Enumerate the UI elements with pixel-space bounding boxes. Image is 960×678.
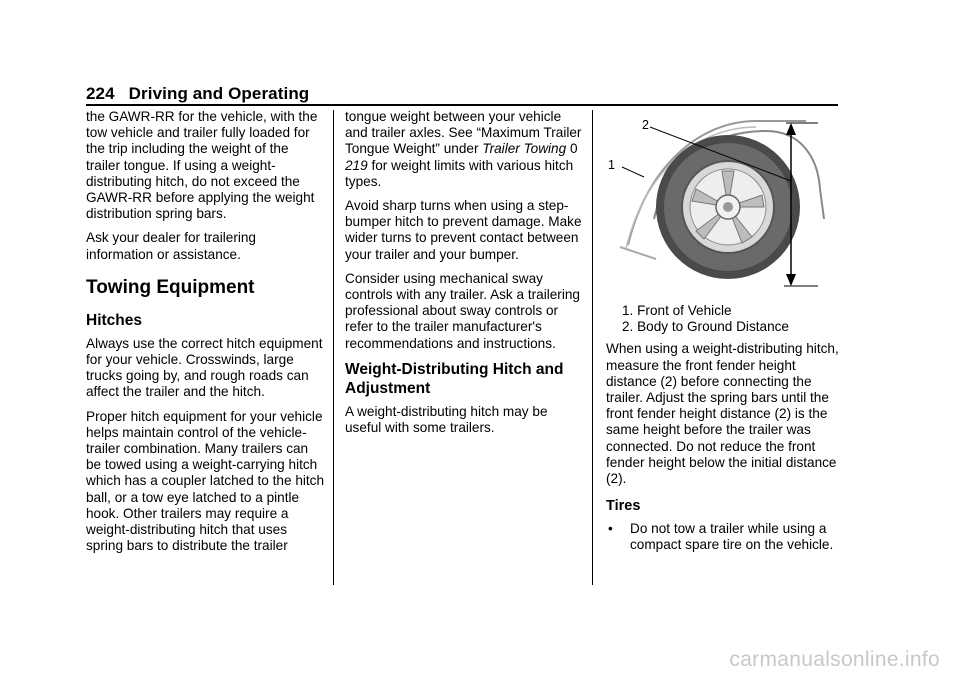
list-item-text: Do not tow a trailer while using a compact spare tire on the vehicle. (630, 521, 834, 553)
page-header (86, 84, 309, 104)
subsection-title-weight-distributing-hitch: Weight-Distributing Hitch and Adjustment (345, 360, 564, 397)
bullet-icon: • (608, 521, 613, 537)
figure-callout-2: 2 (642, 118, 649, 132)
paragraph: When using a weight-distributing hitch, measure the front fender height distance (2) before connecting the trailer. Adjust the spring bars until the front fender height distance (2) is the same height before the trailer was connected. Do not reduce the front fender height below the initial distance (2). (606, 341, 839, 487)
list-item (606, 521, 842, 553)
subsection-title-tires: Tires (606, 498, 641, 515)
paragraph: A weight-distributing hitch may be useful with some trailers. (345, 403, 548, 436)
paragraph (345, 109, 585, 190)
section-title: Towing Equipment (86, 276, 255, 298)
header-rule (86, 104, 838, 106)
caption-item: 1. Front of Vehicle (622, 303, 732, 318)
section-header-title: Driving and Operating (128, 84, 310, 103)
page-ref-icon: 0 (569, 141, 578, 157)
paragraph-text: tongue weight between your vehicle and trailer axles. See “Maximum Trailer Tongue Weight” under (345, 109, 582, 157)
figure-captions (606, 303, 842, 335)
paragraph: Consider using mechanical sway controls with any trailer. Ask a trailering professional about sway controls or refer to the trailer manufacturer's recommendations and instructions. (345, 270, 580, 351)
paragraph: Avoid sharp turns when using a step-bumper hitch to prevent damage. Make wider turns to prevent contact between your trailer and your bumper. (345, 198, 582, 262)
wheel-fender-illustration (606, 109, 842, 295)
paragraph: Proper hitch equipment for your vehicle helps maintain control of the vehicle-trailer combination. Many trailers can be towed using a weight-carrying hitch which has a coupler latched to the hitch ball, or a tow eye latched to a pintle hook. Other trailers may require a weight-distributing hitch that uses spring bars to distribute the trailer (86, 408, 325, 554)
watermark: carmanualsonline.info (729, 648, 940, 671)
column-divider (592, 110, 593, 585)
fender-height-figure (606, 109, 842, 295)
cross-reference-link[interactable]: Trailer Towing (482, 141, 567, 157)
page-number: 224 (86, 84, 115, 103)
bullet-list (606, 521, 842, 553)
subsection-title-hitches: Hitches (86, 311, 142, 329)
paragraph: the GAWR-RR for the vehicle, with the tow vehicle and trailer fully loaded for the trip including the weight of the trailer tongue. If using a weight-distributing hitch, do not exceed the GAWR-RR before applying the weight distribution spring bars. (86, 109, 318, 222)
column-divider (333, 110, 334, 585)
paragraph: Ask your dealer for trailering information or assistance. (86, 230, 256, 262)
figure-callout-1: 1 (608, 158, 615, 172)
column-2 (345, 109, 585, 444)
caption-item: 2. Body to Ground Distance (622, 319, 789, 335)
page-reference[interactable]: 219 (345, 157, 368, 173)
paragraph-text: for weight limits with various hitch types. (345, 157, 574, 189)
column-3 (606, 109, 842, 554)
paragraph: Always use the correct hitch equipment for your vehicle. Crosswinds, large trucks going by, and rough roads can affect the trailer and the hitch. (86, 335, 323, 400)
column-1 (86, 109, 326, 562)
